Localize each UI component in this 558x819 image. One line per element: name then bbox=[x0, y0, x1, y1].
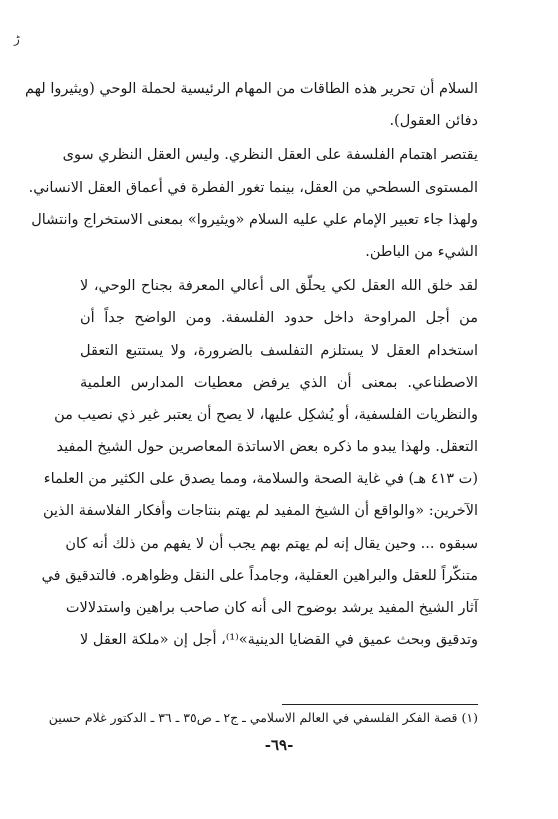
text-line: الشيء من الباطن. bbox=[365, 243, 478, 260]
paragraph bbox=[41, 270, 479, 656]
paragraph bbox=[24, 73, 478, 137]
text-line: التعقل. ولهذا يبدو ما ذكره بعض الاساتذة المعاصرين حول الشيخ المفيد bbox=[56, 439, 478, 456]
text-line: سبقوه ... وحين يقال إنه لم يهتم بهم يجب أن لا يفهم من ذلك أنه كان bbox=[65, 535, 478, 552]
footnote: (١) قصة الفكر الفلسفي في العالم الاسلامي ـ ج٢ ـ ص٣٥ ـ ٣٦ ـ الدكتور غلام حسين bbox=[48, 710, 478, 725]
footnote-divider bbox=[282, 704, 478, 705]
text-line: (ت ٤١٣ هـ) في غاية الصحة والسلامة، ومما يصدق على الكثير من العلماء bbox=[43, 471, 478, 488]
text-line: ولهذا جاء تعبير الإمام علي عليه السلام «ويثيروا» بمعنى الاستخراج وانتشال bbox=[31, 211, 478, 228]
text-line: متنكّراً للعقل والبراهين العقلية، وجامداً على النقل وظواهره. فالتدقيق في bbox=[41, 567, 478, 584]
paragraph bbox=[28, 139, 478, 268]
text-line: لقد خلق الله العقل لكي يحلّق الى أعالي المعرفة بجناح الوحي، لا bbox=[80, 278, 478, 295]
text-line: يقتصر اهتمام الفلسفة على العقل النظري. وليس العقل النظري سوى bbox=[62, 147, 478, 164]
text-line: المستوى السطحي من العقل، بينما تغور الفطرة في أعماق العقل الانساني. bbox=[28, 179, 478, 196]
text-line: الاصطناعي. بمعنى أن الذي يرفض معطيات المدارس العلمية bbox=[80, 374, 478, 391]
text-line: من أجل المراوحة داخل حدود الفلسفة. ومن الواضح جداً أن bbox=[80, 310, 478, 327]
text-line: وتدقيق وبحث عميق في القضايا الدينية»⁽¹⁾، أجل إن «ملكة العقل لا bbox=[80, 632, 479, 649]
corner-mark: ڑ bbox=[14, 32, 20, 46]
text-line: والنظريات الفلسفية، أو يُشكِل عليها، لا يصح أن يعتبر غير ذي نصيب من bbox=[54, 406, 478, 423]
page-number: -٦٩- bbox=[264, 736, 294, 754]
text-line: استخدام العقل لا يستلزم التفلسف بالضرورة، ولا يستتبع التعقل bbox=[80, 342, 478, 359]
text-line: الآخرين: «والواقع أن الشيخ المفيد لم يهتم بنتاجات وأفكار الفلاسفة الذين bbox=[42, 503, 478, 520]
body-text bbox=[24, 73, 479, 656]
text-line: آثار الشيخ المفيد يرشد بوضوح الى أنه كان صاحب براهين واستدلالات bbox=[65, 600, 478, 616]
text-line: دفائن العقول). bbox=[389, 113, 478, 130]
text-line: السلام أن تحرير هذه الطاقات من المهام الرئيسية لحملة الوحي (ويثيروا لهم bbox=[24, 81, 478, 97]
